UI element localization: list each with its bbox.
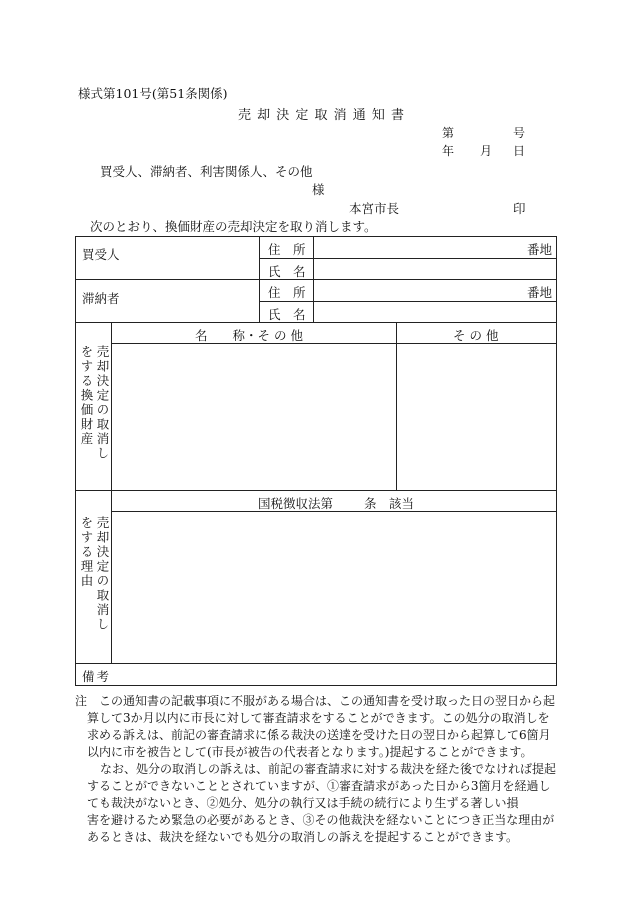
day-label: 日 (513, 144, 526, 158)
property-col1-header: 名 称・そ の 他 (195, 328, 303, 343)
sender-name: 本宮市長 (349, 201, 400, 216)
note-line: 以内に市を被告として(市長が被告の代表者となります。)提起することができます。 (87, 745, 533, 759)
note-line: 求める訴えは、前記の審査請求に係る裁決の送達を受けた日の翌日から起算して6箇月 (87, 728, 551, 742)
note-line: ても裁決がないとき、②処分、処分の執行又は手続の続行により生ずる著しい損 (87, 796, 519, 810)
delinquent-address-label: 住 所 (268, 285, 306, 300)
recipients: 買受人、滞納者、利害関係人、その他 (100, 164, 313, 179)
property-section-label: 売却決定の取消しをする換価財産 (79, 345, 110, 461)
seal-mark: 印 (513, 201, 526, 216)
delinquent-label: 滞納者 (82, 291, 120, 306)
buyer-name-field[interactable] (316, 259, 554, 278)
intro-text: 次のとおり、換価財産の売却決定を取り消します。 (90, 219, 377, 234)
property-other-field[interactable] (398, 345, 554, 488)
delinquent-name-label: 氏 名 (268, 307, 306, 322)
month-label: 月 (480, 144, 493, 158)
delinquent-banchi: 番地 (527, 285, 553, 300)
form-number: 様式第101号(第51条関係) (78, 86, 228, 101)
dai-label: 第 (442, 126, 455, 140)
reason-law-prefix: 国税徴収法第 (258, 496, 334, 511)
buyer-label: 買受人 (82, 247, 120, 262)
reason-law-suffix: 条 該当 (364, 496, 415, 511)
reason-section-label: 売却決定の取消しをする理由 (79, 516, 110, 632)
year-label: 年 (442, 144, 455, 158)
document-title: 売 却 決 定 取 消 通 知 書 (238, 108, 406, 123)
note-line: することができないこととされていますが、①審査請求があった日から3箇月を経過し (87, 779, 551, 793)
delinquent-name-field[interactable] (316, 302, 554, 321)
property-name-field[interactable] (113, 345, 394, 488)
buyer-banchi: 番地 (527, 242, 553, 257)
remarks-label: 備考 (82, 669, 112, 684)
note-line: 注 この通知書の記載事項に不服がある場合は、この通知書を受け取った日の翌日から起 (75, 694, 556, 708)
buyer-address-label: 住 所 (268, 242, 306, 257)
honorific-sama: 様 (312, 182, 325, 197)
reason-field[interactable] (113, 513, 554, 661)
buyer-name-label: 氏 名 (268, 264, 306, 279)
note-line: 算して3か月以内に市長に対して審査請求をすることができます。この処分の取消しを (87, 711, 550, 725)
property-col2-header: そ の 他 (453, 328, 499, 343)
go-label: 号 (513, 126, 526, 140)
note-line: 害を避けるため緊急の必要があるとき、③その他裁決を経ないことにつき正当な理由が (87, 813, 555, 827)
buyer-address-field[interactable] (316, 238, 521, 257)
remarks-field[interactable] (113, 665, 554, 684)
note-line: なお、処分の取消しの訴えは、前記の審査請求に対する裁決を経た後でなければ提起 (100, 762, 557, 776)
note-line: あるときは、裁決を経ないでも処分の取消しの訴えを提起することができます。 (87, 830, 519, 844)
delinquent-address-field[interactable] (316, 281, 521, 300)
